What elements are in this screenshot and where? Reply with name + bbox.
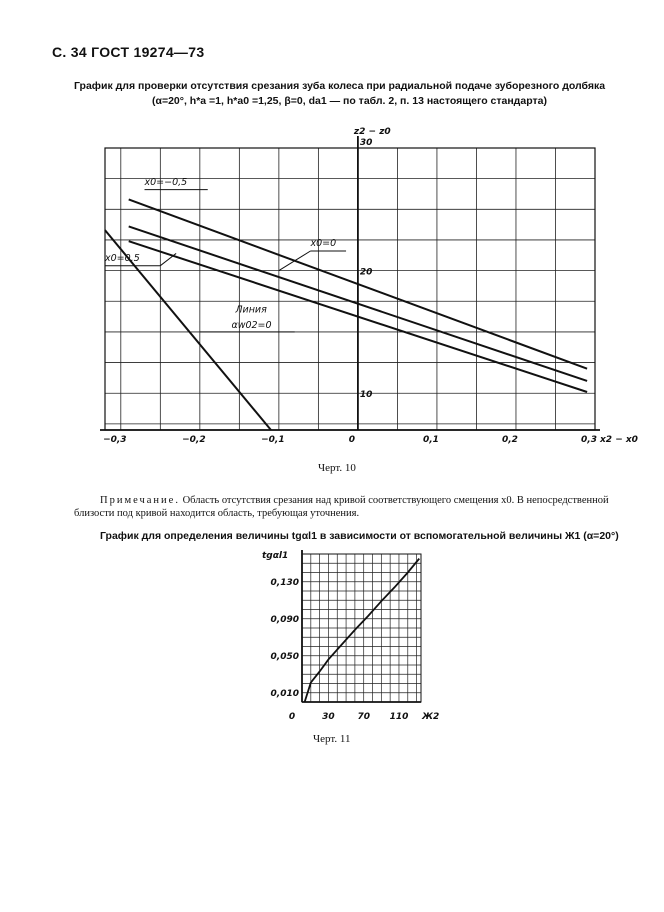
note-line-1: Область отсутствия срезания над кривой соответствующего смещения x0. В непосредственной (182, 495, 609, 506)
label-leader (279, 251, 311, 271)
y-tick-label: 20 (359, 267, 373, 278)
x-tick-label: 0,3 (581, 435, 597, 445)
x-tick-label: 30 (322, 712, 335, 722)
chart1-title: График для проверки отсутствия срезания зуба колеса при радиальной подаче зуборезного долбяка (74, 80, 606, 92)
chart-10 (80, 120, 638, 450)
series-label: x0=−0,5 (144, 176, 188, 188)
x-tick-label: 110 (389, 712, 409, 722)
y-tick-label: 30 (359, 138, 373, 148)
x-axis-label: x2 − x0 (600, 435, 638, 445)
chart-11 (256, 546, 446, 726)
note-line-2: близости под кривой находится область, требующая уточнения. (74, 508, 360, 519)
x-tick-label: 0,2 (501, 435, 518, 445)
x-tick-label: 0 (288, 712, 296, 722)
note-lead: Примечание. (100, 495, 180, 506)
x-tick-label: 70 (357, 712, 370, 722)
y-axis-label: z2 − z0 (353, 127, 391, 137)
series-label: Линия (235, 304, 267, 316)
label-leader (160, 253, 176, 265)
chart1-caption: Черт. 10 (318, 462, 356, 474)
chart1-subtitle: (α=20°, h*a =1, h*a0 =1,25, β=0, da1 — по табл. 2, п. 13 настоящего стандарта) (152, 95, 547, 107)
y-tick-label: 0,090 (270, 614, 299, 625)
x-tick-label: −0,3 (103, 435, 127, 445)
x-axis-label: Ж2 (422, 712, 440, 722)
y-tick-label: 0,050 (270, 651, 299, 662)
x-tick-label: −0,1 (261, 435, 285, 445)
y-tick-label: 10 (359, 390, 373, 401)
page-header: С. 34 ГОСТ 19274—73 (52, 44, 205, 60)
curve-line (305, 559, 420, 702)
y-tick-label: 0,130 (270, 577, 299, 588)
y-axis-label: tgαl1 (262, 551, 289, 561)
chart-frame (105, 148, 595, 430)
y-tick-label: 0,010 (270, 688, 299, 699)
chart2-caption: Черт. 11 (313, 733, 351, 745)
series-label: x0=0 (310, 238, 337, 250)
chart2-title: График для определения величины tgαl1 в зависимости от вспомогательной величины Ж1 (α=20°) (100, 530, 619, 542)
x-tick-label: −0,2 (182, 435, 206, 445)
x-tick-label: 0,1 (422, 435, 439, 445)
series-label: αw02=0 (231, 320, 272, 332)
series-label: x0=0,5 (105, 252, 140, 264)
note-paragraph (100, 494, 640, 507)
x-tick-label: 0 (348, 435, 356, 445)
